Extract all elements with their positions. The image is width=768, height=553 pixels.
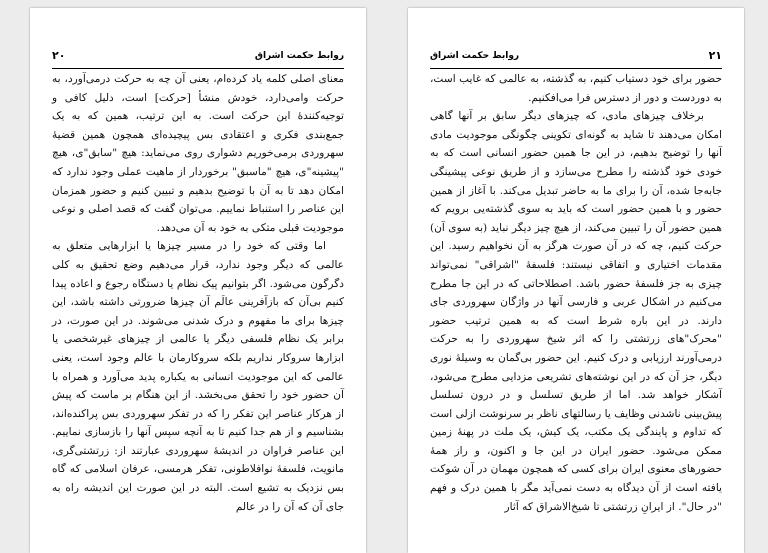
left-page (30, 8, 366, 553)
page-body (430, 70, 722, 516)
running-header (430, 48, 722, 69)
paragraph: برخلاف چیزهای مادی، که چیزهای دیگر سابق بر آنها گاهی امکان می‌دهند تا شاید به گونه‌ای تکوینی چگونگی موجودیت مادی آنها را توضیح بدهیم، در این جا همین حضور انسانی است که به خودی خود گذشته را مطرح می‌سازد و از طریق نوعی پیشینگی جابه‌جا شده، آن را برای ما به حاضر تبدیل می‌کند. با آغاز از همین حضور و با همین حضور است که باید به سوی گذشته‌یی برویم که همین حضور آن را تبیین می‌کند، از هیچ چیز دیگر نباید (به سوی آن) حرکت کنیم، چه که در آن صورت هرگز به آن نخواهیم رسید. این مقدمات اختیاری و اتفاقی نیستند: فلسفهٔ "اشراقی" نمی‌تواند چیزی به جز فلسفهٔ حضور باشد. اصطلاحاتی که در این جا مطرح می‌کنیم در اشکال عربی و فارسی آنها در واژگان سهروردی جای دارند. در این باره شرط است که به همین ترتیب حضور "محرک"های زرتشتی را که اثر شیخ سهروردی را به حرکت درمی‌آورند ارزیابی و درک کنیم. این حضور بی‌گمان به وسیلهٔ نوری دیگر، جز آن که در این نوشته‌های تشریعی مزدایی مطرح می‌شود، آشکار خواهد شد. اما از طریق تسلسل و در درون تسلسل پیش‌بینی ناشدنی وظایف یا رسالتهای ناظر بر سرنوشت ازلی است که تداوم و پایندگی یک مکتب، یک کیش، یک ملت در پهنهٔ زمین ممکن می‌شود. حضور ایران در این جا و اکنون، و راز همهٔ حضورهای معنوی ایران برای کسی که همچون مهمان در آن شوکت یافته است از آن دیدگاه به دست نمی‌آید مگر با همین درک و فهم "در حال". از ایرانِ زرتشتی تا شیخ‌الاشراق که آثار (430, 110, 722, 513)
running-head-title: روابط حکمت اشراق (254, 51, 344, 61)
running-header (52, 48, 344, 69)
page-number: ۲۱ (708, 49, 722, 62)
paragraph: اما وقتی که خود را در مسیر چیزها یا ابزارهایی متعلق به عالمی که دیگر وجود ندارد، قرار می‌دهیم وضع تحقیق به کلی دگرگون می‌شود. اگر بتوانیم پیک نظام یا دستگاه رجوع و اعاده پیدا کنیم بی‌آن که بازآفرینی عالَم آن چیزها ضرورتی داشته باشد، این چیزها برای ما مفهوم و درک شدنی می‌شوند. در این صورت، در برابر یک نظام فلسفی دیگر یا عالمی از چیزهای غیرشخصی یا ابزارها سروکار نداریم بلکه سروکارمان با عالم وجود است، یعنی عالمی که این موجودیت انسانی به یکباره پدید می‌آورد و همراه با آن حضور خود را تحقق می‌بخشد. از این هنگام بر ماست که پیش از هرکار عناصر این تفکر را که در تفکر سهروردی بس پراکنده‌اند، بشناسیم و از هم جدا کنیم تا به آنچه سپس آنها را بازسازی نماییم. این عناصر فراوان در اندیشهٔ سهروردی عبارتند از: زرتشتی‌گری، مانویت، فلسفهٔ نوافلاطونی، تفکر هرمسی، عرفان اسلامی که گاه بس نزدیک به تشیع است. البته در این صورت این اندیشه راه به جای آن که آن را در عالم (52, 240, 344, 513)
right-page (408, 8, 744, 553)
running-head-title: روابط حکمت اشراق (430, 51, 520, 61)
page-body (52, 70, 344, 516)
paragraph: معنای اصلی کلمه یاد کرده‌ام، یعنی آن چه به حرکت درمی‌آورد، به حرکت وامی‌دارد، خودش منشأ [حرکت] است، دلیل کافی و توجیه‌کنندهٔ این حرکت است. به این ترتیب، همین که به یک جمع‌بندی فکری و اعتقادی بس پیچیده‌ای همچون همین قضیهٔ سهروردی برمی‌خوریم دشواری روی می‌نماید: هیچ "سابق"ی، هیچ "پیشینه"ی، هیچ "ماسبق" برخوردار از ماهیت عملی وجود ندارد که امکان دهد تا به آن با توضیح بدهیم و تبیین کنیم و حضور همزمان این عناصر را استنباط نماییم. می‌توان گفت که قصد اصلی و نوعی موجودیت قبلی متکی به خود به آن می‌دهد. (52, 73, 344, 234)
paragraph: حضور برای خود دستیاب کنیم، به گذشته، به عالمی که غایب است، به دوردست و دور از دسترس فرا می‌افکنیم. (430, 73, 722, 104)
page-number: ۲۰ (52, 49, 66, 62)
